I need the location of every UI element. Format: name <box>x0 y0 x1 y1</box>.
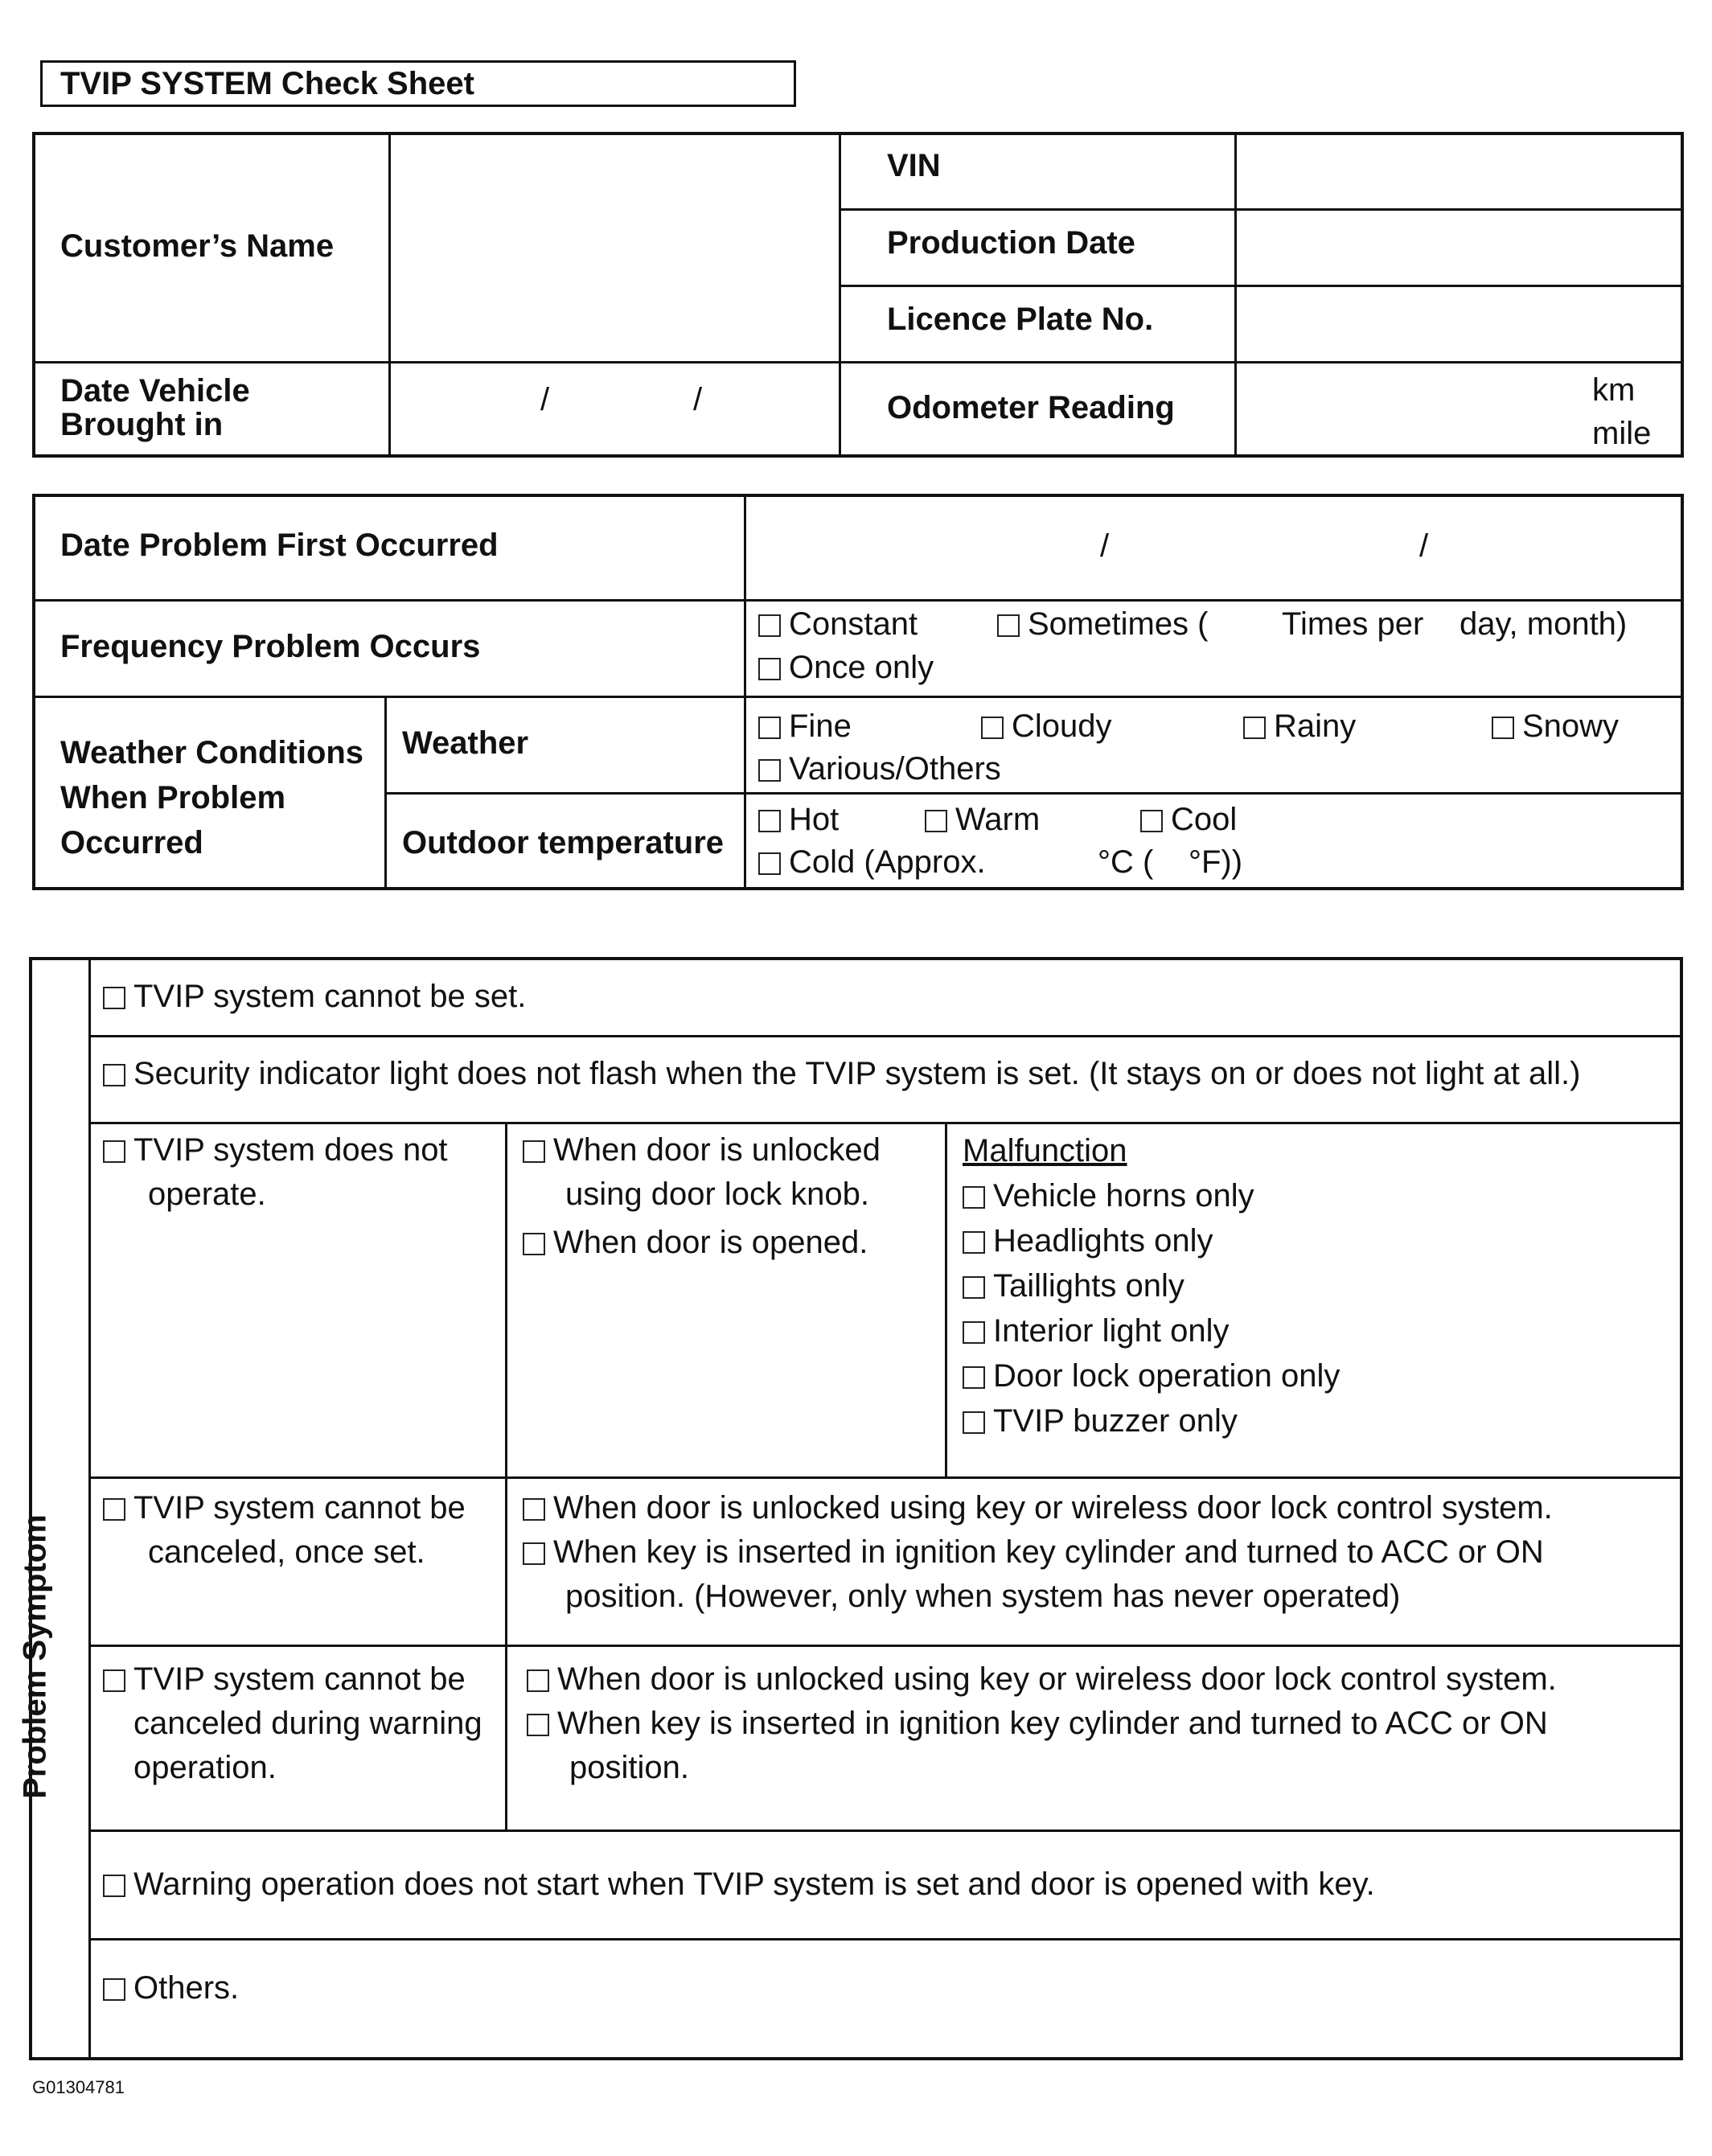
date-slash-1: / <box>540 382 550 417</box>
divider <box>388 132 391 458</box>
option-label: Sometimes ( <box>1028 606 1209 642</box>
condition-label: When door is unlocked using key or wireless door lock control system. <box>557 1661 1557 1697</box>
option-label: Various/Others <box>789 751 1001 786</box>
option-label: Cloudy <box>1012 708 1112 744</box>
deg-c-label: °C ( <box>1098 844 1154 880</box>
weather-conditions-line1: Weather Conditions <box>60 735 364 770</box>
unit-km: km <box>1592 372 1636 408</box>
symptom-label: TVIP system does not <box>133 1132 448 1168</box>
condition-label-cont: position. <box>569 1750 689 1785</box>
day-month-label: day, month) <box>1460 606 1628 642</box>
checkbox[interactable] <box>527 1714 549 1736</box>
symptom-others[interactable] <box>103 1966 239 2010</box>
symptom-label: Others. <box>133 1970 240 2006</box>
divider <box>88 1122 1683 1124</box>
checkbox[interactable] <box>103 1669 125 1692</box>
sheet-title: TVIP SYSTEM Check Sheet <box>60 66 474 101</box>
checkbox[interactable] <box>523 1233 545 1255</box>
unit-mile: mile <box>1592 416 1652 451</box>
customer-name-label: Customer’s Name <box>60 228 335 264</box>
divider <box>88 1035 1683 1037</box>
checkbox[interactable] <box>963 1321 985 1344</box>
cond-key-ignition-warning[interactable] <box>527 1702 1548 1790</box>
cond-key-ignition[interactable] <box>523 1530 1544 1619</box>
cond-door-opened[interactable] <box>523 1221 868 1265</box>
option-cool[interactable] <box>1140 798 1237 842</box>
divider <box>945 1122 947 1476</box>
checkbox[interactable] <box>758 614 781 637</box>
checkbox[interactable] <box>981 717 1004 739</box>
malfunction-taillights[interactable] <box>963 1263 1340 1308</box>
checkbox[interactable] <box>997 614 1020 637</box>
divider <box>839 132 841 458</box>
checkbox[interactable] <box>103 1498 125 1521</box>
option-label: Warm <box>955 802 1041 837</box>
condition-label-cont: position. (However, only when system has never operated) <box>565 1579 1401 1614</box>
times-per-label: Times per <box>1282 606 1424 642</box>
malfunction-horns[interactable] <box>963 1173 1340 1218</box>
checkbox[interactable] <box>523 1140 545 1163</box>
checkbox[interactable] <box>758 759 781 782</box>
malfunction-list <box>963 1128 1340 1443</box>
malfunction-doorlock[interactable] <box>963 1353 1340 1398</box>
cond-unlocked-key[interactable] <box>523 1486 1553 1530</box>
divider <box>744 494 746 890</box>
option-various[interactable] <box>758 747 1001 791</box>
symptom-label: TVIP system cannot be <box>133 1661 466 1697</box>
date-brought-line2: Brought in <box>60 407 224 442</box>
symptom-label: TVIP system cannot be <box>133 1490 466 1526</box>
symptom-label: TVIP system cannot be set. <box>133 979 527 1014</box>
option-fine[interactable] <box>758 704 852 749</box>
divider <box>88 1476 1683 1479</box>
checkbox[interactable] <box>963 1411 985 1434</box>
symptom-cannot-cancel[interactable] <box>103 1486 466 1575</box>
option-label: Interior light only <box>993 1313 1230 1349</box>
condition-label: When key is inserted in ignition key cylinder and turned to ACC or ON <box>553 1534 1544 1570</box>
condition-label: When door is opened. <box>553 1225 868 1260</box>
divider <box>839 285 1684 287</box>
checkbox[interactable] <box>1140 810 1163 832</box>
date-brought-line1: Date Vehicle <box>60 373 250 409</box>
weather-label: Weather <box>402 725 529 761</box>
option-warm[interactable] <box>925 798 1040 842</box>
date-slash-2: / <box>693 382 703 417</box>
option-label: TVIP buzzer only <box>993 1403 1238 1439</box>
symptom-label-cont: operation. <box>133 1750 277 1785</box>
option-once-only[interactable] <box>758 646 934 690</box>
divider <box>1234 132 1237 458</box>
option-rainy[interactable] <box>1243 704 1356 749</box>
option-label: Once only <box>789 650 934 685</box>
date-first-slash-1: / <box>1100 528 1110 564</box>
checkbox[interactable] <box>758 810 781 832</box>
odometer-label: Odometer Reading <box>887 390 1175 425</box>
production-date-label: Production Date <box>887 225 1135 261</box>
checkbox[interactable] <box>1243 717 1266 739</box>
option-sometimes[interactable] <box>997 602 1209 647</box>
title-box <box>40 60 796 107</box>
checkbox[interactable] <box>103 1064 125 1086</box>
checkbox[interactable] <box>758 717 781 739</box>
divider <box>88 1645 1683 1647</box>
symptom-label-cont: operate. <box>148 1177 266 1212</box>
vin-label: VIN <box>887 148 941 183</box>
malfunction-buzzer[interactable] <box>963 1398 1340 1443</box>
option-constant[interactable] <box>758 602 918 647</box>
figure-code: G01304781 <box>32 2077 125 2097</box>
checkbox[interactable] <box>925 810 947 832</box>
option-label: Cool <box>1171 802 1238 837</box>
checkbox[interactable] <box>963 1186 985 1209</box>
divider <box>384 792 1684 795</box>
checkbox[interactable] <box>527 1669 549 1692</box>
option-label: Snowy <box>1522 708 1620 744</box>
checkbox[interactable] <box>963 1366 985 1389</box>
checkbox[interactable] <box>1492 717 1514 739</box>
symptom-label-cont: canceled during warning <box>133 1706 482 1741</box>
malfunction-interior[interactable] <box>963 1308 1340 1353</box>
deg-f-label: °F)) <box>1189 844 1243 880</box>
symptom-indicator-light[interactable] <box>103 1052 1580 1096</box>
option-label: Door lock operation only <box>993 1358 1340 1394</box>
divider <box>88 1938 1683 1940</box>
checkbox[interactable] <box>758 852 781 875</box>
condition-label: When door is unlocked <box>553 1132 881 1168</box>
symptom-label: Security indicator light does not flash when the TVIP system is set. (It stays on or does not light at all.) <box>133 1056 1581 1091</box>
divider <box>32 361 1684 363</box>
checkbox[interactable] <box>523 1498 545 1521</box>
weather-conditions-line2: When Problem <box>60 780 286 815</box>
option-label: Rainy <box>1274 708 1357 744</box>
checkbox[interactable] <box>523 1542 545 1565</box>
symptom-label-cont: canceled, once set. <box>148 1534 425 1570</box>
option-label: Cold (Approx. <box>789 844 986 880</box>
option-hot[interactable] <box>758 798 839 842</box>
cond-unlocked-key-warning[interactable] <box>527 1657 1557 1702</box>
symptom-cannot-cancel-warning[interactable] <box>103 1657 482 1790</box>
option-label: Hot <box>789 802 840 837</box>
divider <box>32 696 1684 698</box>
condition-label: When door is unlocked using key or wireless door lock control system. <box>553 1490 1553 1526</box>
option-label: Headlights only <box>993 1223 1213 1259</box>
option-label: Fine <box>789 708 852 744</box>
condition-label-cont: using door lock knob. <box>565 1177 870 1212</box>
checkbox[interactable] <box>103 1875 125 1897</box>
date-brought-label <box>60 374 250 441</box>
side-label-text: Problem Symptom <box>17 1514 53 1799</box>
checkbox[interactable] <box>103 1978 125 2001</box>
checkbox[interactable] <box>103 1140 125 1163</box>
divider <box>32 599 1684 602</box>
option-cold[interactable] <box>758 840 986 885</box>
condition-label: When key is inserted in ignition key cylinder and turned to ACC or ON <box>557 1706 1548 1741</box>
frequency-label: Frequency Problem Occurs <box>60 629 481 664</box>
outdoor-temp-label: Outdoor temperature <box>402 825 725 860</box>
malfunction-heading: Malfunction <box>963 1133 1127 1168</box>
checkbox[interactable] <box>758 658 781 680</box>
checkbox[interactable] <box>963 1276 985 1299</box>
option-snowy[interactable] <box>1492 704 1619 749</box>
checkbox[interactable] <box>963 1231 985 1254</box>
option-cloudy[interactable] <box>981 704 1112 749</box>
symptom-label: Warning operation does not start when TVIP system is set and door is opened with key. <box>133 1866 1375 1902</box>
divider <box>88 1830 1683 1832</box>
divider <box>505 1122 507 1830</box>
symptom-warning-not-start[interactable] <box>103 1862 1375 1907</box>
divider <box>839 208 1684 211</box>
option-label: Vehicle horns only <box>993 1178 1254 1214</box>
licence-plate-label: Licence Plate No. <box>887 302 1154 337</box>
cond-door-unlocked-knob[interactable] <box>523 1128 881 1217</box>
vehicle-info-table <box>32 132 1684 458</box>
symptom-cannot-set[interactable] <box>103 975 526 1019</box>
weather-conditions-label <box>60 730 363 865</box>
option-label: Constant <box>789 606 918 642</box>
checkbox[interactable] <box>103 987 125 1009</box>
option-label: Taillights only <box>993 1268 1184 1304</box>
date-first-label: Date Problem First Occurred <box>60 528 499 563</box>
symptom-does-not-operate[interactable] <box>103 1128 448 1217</box>
weather-conditions-line3: Occurred <box>60 825 203 860</box>
date-first-slash-2: / <box>1419 528 1429 564</box>
malfunction-headlights[interactable] <box>963 1218 1340 1263</box>
